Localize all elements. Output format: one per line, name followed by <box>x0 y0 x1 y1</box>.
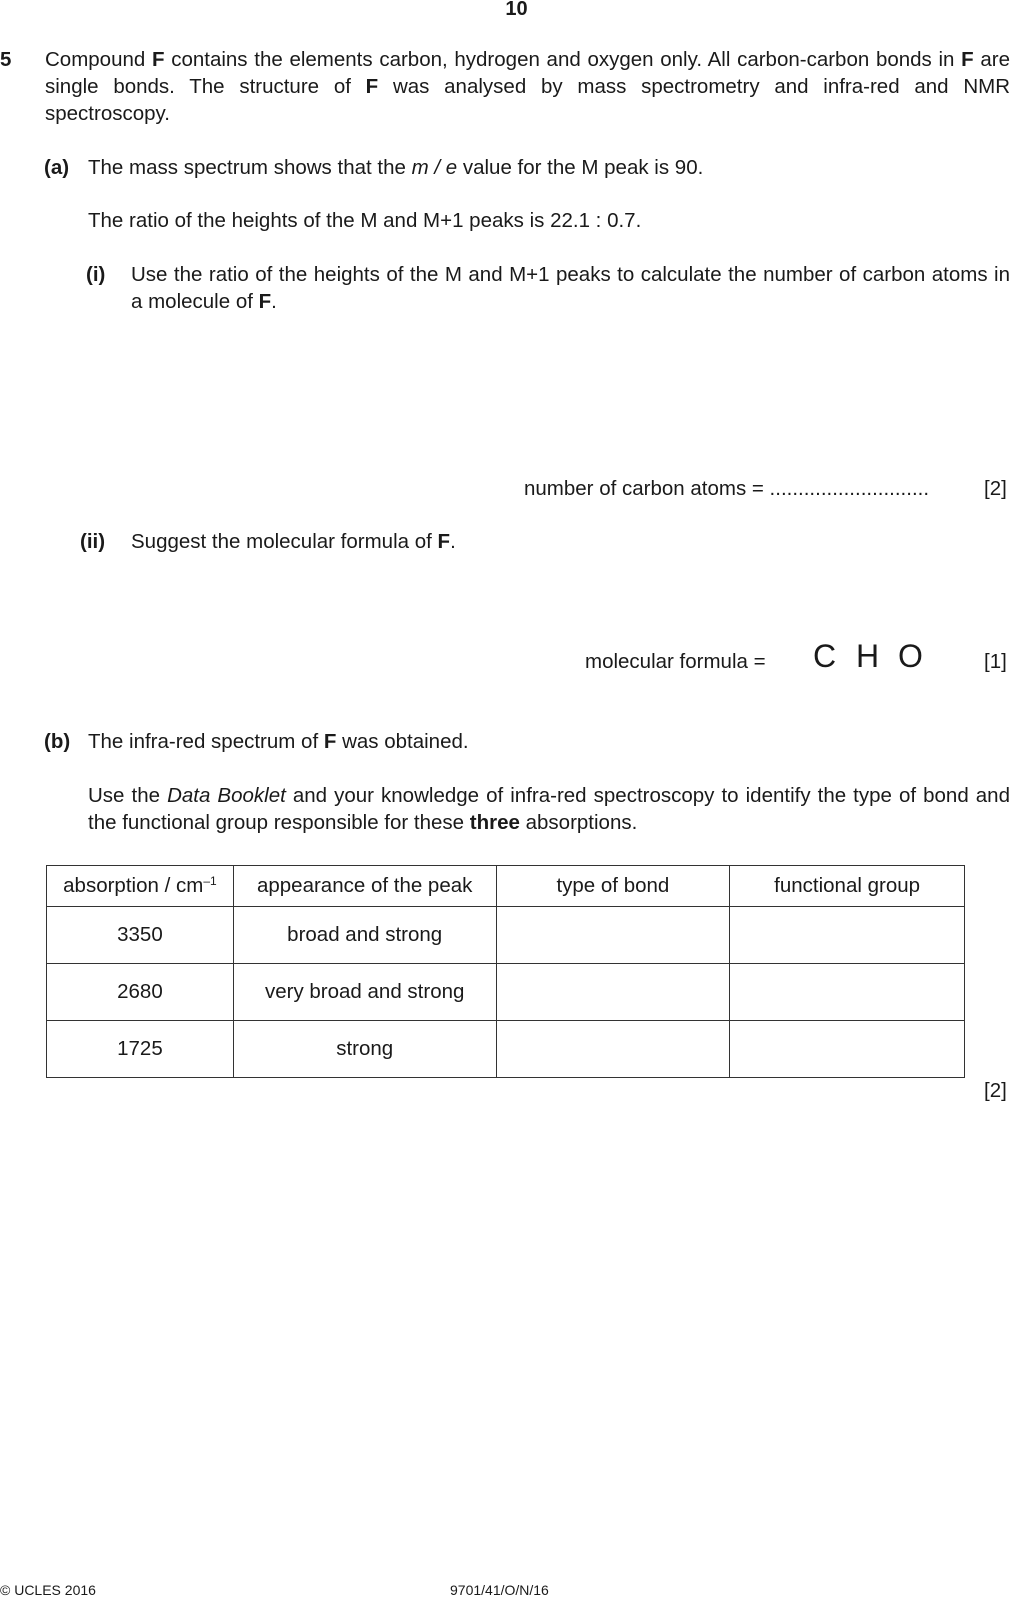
table-row <box>47 964 965 1021</box>
bond-answer-cell[interactable] <box>496 1021 730 1078</box>
absorption-cell: 3350 <box>47 907 234 964</box>
bond-answer-cell[interactable] <box>496 907 730 964</box>
table-header-row <box>47 866 965 907</box>
part-b-marks: [2] <box>984 1079 1007 1102</box>
part-a-i-label: (i) <box>86 263 106 286</box>
table-row <box>47 1021 965 1078</box>
question-intro: Compound F contains the elements carbon, hydrogen and oxygen only. All carbon-carbon bonds in F are single bonds. The structure of F was analysed by mass spectrometry and infra-red and NMR spectroscopy. <box>45 48 1011 125</box>
bond-answer-cell[interactable] <box>496 964 730 1021</box>
group-answer-cell[interactable] <box>730 964 965 1021</box>
part-b-label: (b) <box>44 730 71 753</box>
carbon-atoms-answer-line[interactable]: number of carbon atoms = ............................ <box>524 477 930 500</box>
part-a-label: (a) <box>44 156 70 179</box>
formula-letter-o: O <box>898 638 923 674</box>
appearance-cell: very broad and strong <box>233 964 496 1021</box>
table-row <box>47 907 965 964</box>
page-number: 10 <box>505 0 528 20</box>
part-a-i-question: Use the ratio of the heights of the M and M+1 peaks to calculate the number of carbon atoms in a molecule of F. <box>131 263 1010 313</box>
absorption-cell: 2680 <box>47 964 234 1021</box>
question-number: 5 <box>0 48 12 71</box>
molecular-formula-label: molecular formula = <box>585 650 766 673</box>
formula-letter-c: C <box>813 638 837 674</box>
part-a-ii-label: (ii) <box>80 530 106 553</box>
formula-letter-h: H <box>856 638 880 674</box>
part-a-ratio: The ratio of the heights of the M and M+1 peaks is 22.1 : 0.7. <box>88 209 642 232</box>
header-absorption: absorption / $cm^{-1}$ <box>47 866 234 907</box>
header-functional-group: functional group <box>730 866 965 907</box>
footer-copyright: © UCLES 2016 <box>0 1582 96 1598</box>
part-a-stem: The mass spectrum shows that the m / e value for the M peak is 90. <box>88 156 704 179</box>
appearance-cell: strong <box>233 1021 496 1078</box>
header-type-of-bond: type of bond <box>496 866 730 907</box>
absorption-cell: 1725 <box>47 1021 234 1078</box>
part-b-instruction: Use the Data Booklet and your knowledge of infra-red spectroscopy to identify the type of bond and the functional group responsible for these three absorptions. <box>88 784 1010 834</box>
part-b-stem: The infra-red spectrum of F was obtained. <box>88 730 469 753</box>
footer-paper-code: 9701/41/O/N/16 <box>450 1582 549 1598</box>
header-appearance: appearance of the peak <box>233 866 496 907</box>
part-a-ii-question: Suggest the molecular formula of F. <box>131 530 456 553</box>
part-a-ii-marks: [1] <box>984 650 1007 673</box>
group-answer-cell[interactable] <box>730 907 965 964</box>
ir-absorption-table <box>46 865 965 1078</box>
appearance-cell: broad and strong <box>233 907 496 964</box>
group-answer-cell[interactable] <box>730 1021 965 1078</box>
part-a-i-marks: [2] <box>984 477 1007 500</box>
